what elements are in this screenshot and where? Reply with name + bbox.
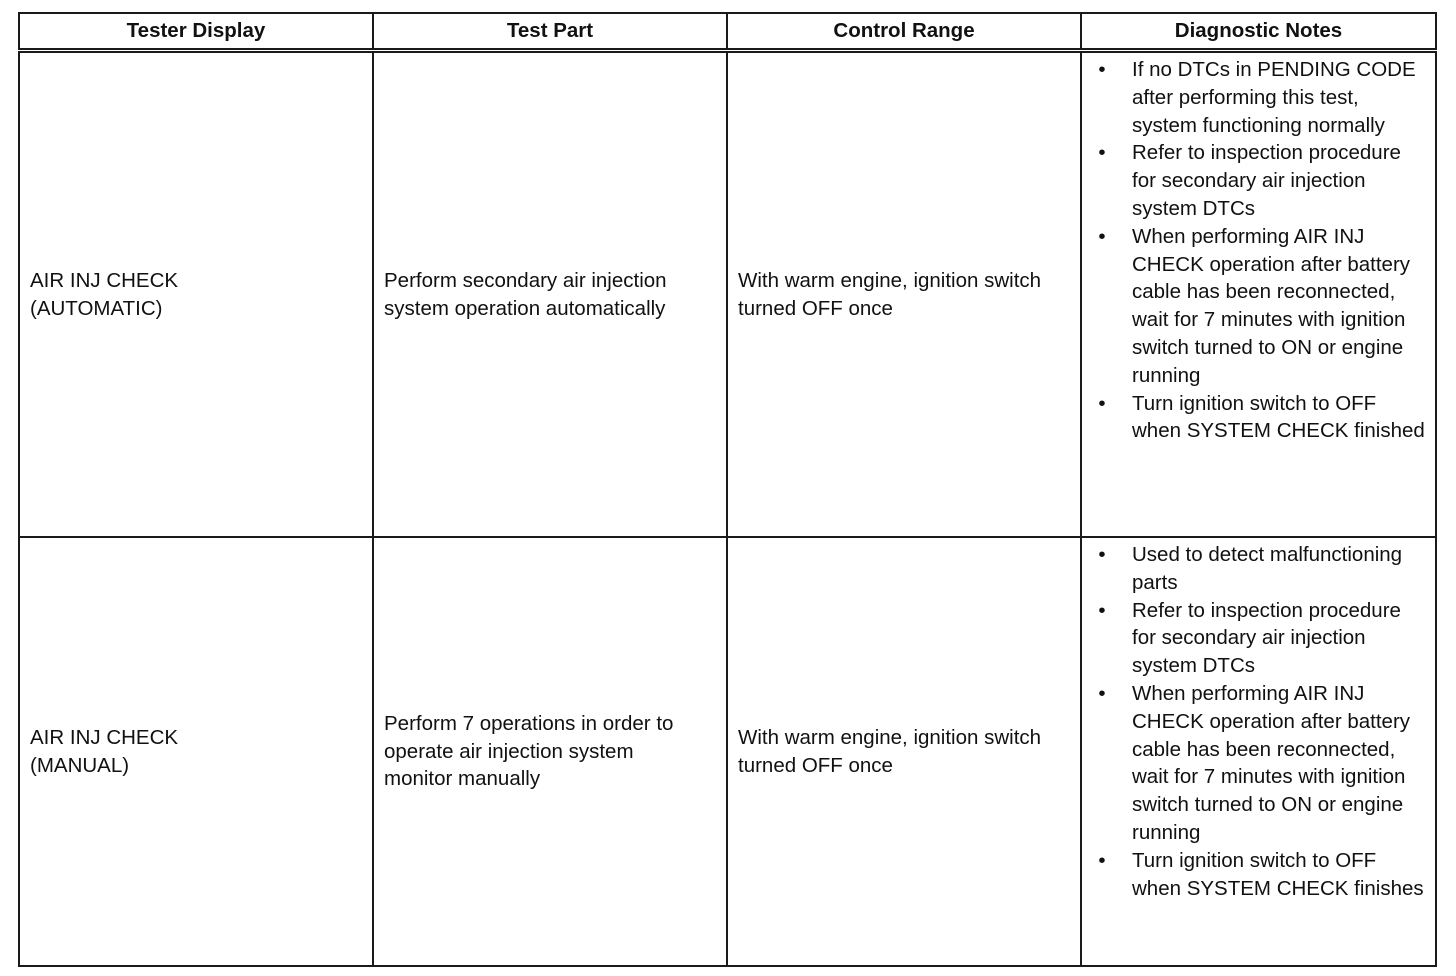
list-item <box>1092 390 1427 446</box>
bullet-icon: • <box>1098 848 1106 872</box>
test-part-line: Perform 7 operations in order to <box>384 711 674 735</box>
note-text: When performing AIR INJ CHECK operation after battery cable has been reconnected, wait for 7 minutes with ignition switch turned to ON or engine running <box>1132 224 1411 387</box>
list-item <box>1092 56 1427 139</box>
list-item <box>1092 541 1427 597</box>
control-range-cell <box>727 51 1081 538</box>
note-text: When performing AIR INJ CHECK operation after battery cable has been reconnected, wait for 7 minutes with ignition switch turned to ON or engine running <box>1132 681 1411 844</box>
tester-display-cell <box>19 537 373 966</box>
table-row <box>19 51 1436 538</box>
tester-display-line: AIR INJ CHECK <box>30 725 179 749</box>
control-range-line: With warm engine, ignition switch <box>738 268 1042 292</box>
tester-display-line: AIR INJ CHECK <box>30 268 179 292</box>
test-part-line: system operation automatically <box>384 296 666 320</box>
header-control-range: Control Range <box>727 13 1081 51</box>
tester-display-cell <box>19 51 373 538</box>
list-item <box>1092 847 1427 903</box>
diagnostic-notes-list <box>1092 541 1427 902</box>
tester-display-line: (MANUAL) <box>30 753 130 777</box>
note-text: Refer to inspection procedure for secondary air injection system DTCs <box>1132 598 1401 678</box>
note-text: Used to detect malfunctioning parts <box>1132 543 1403 594</box>
control-range-line: turned OFF once <box>738 753 893 777</box>
header-row <box>19 13 1436 51</box>
diagnostic-notes-cell <box>1081 51 1436 538</box>
note-text: Refer to inspection procedure for secondary air injection system DTCs <box>1132 141 1401 220</box>
bullet-icon: • <box>1098 681 1106 705</box>
bullet-icon: • <box>1098 543 1106 566</box>
tester-display-line: (AUTOMATIC) <box>30 296 163 320</box>
header-tester-display: Tester Display <box>19 13 373 51</box>
bullet-icon: • <box>1098 391 1106 415</box>
test-part-line: Perform secondary air injection <box>384 268 667 292</box>
list-item <box>1092 597 1427 680</box>
header-diagnostic-notes: Diagnostic Notes <box>1081 13 1436 51</box>
note-text: Turn ignition switch to OFF when SYSTEM CHECK finishes <box>1132 848 1424 900</box>
note-text: If no DTCs in PENDING CODE after performing this test, system functioning normally <box>1132 58 1416 137</box>
list-item <box>1092 139 1427 222</box>
list-item <box>1092 680 1427 847</box>
bullet-icon: • <box>1098 58 1106 81</box>
diagnostic-notes-list <box>1092 56 1427 445</box>
test-part-line: operate air injection system <box>384 739 634 763</box>
test-part-cell <box>373 51 727 538</box>
test-part-line: monitor manually <box>384 767 541 791</box>
control-range-cell <box>727 537 1081 966</box>
active-test-table <box>18 12 1437 967</box>
control-range-line: turned OFF once <box>738 296 893 320</box>
bullet-icon: • <box>1098 224 1106 248</box>
table-row <box>19 537 1436 966</box>
list-item <box>1092 223 1427 390</box>
note-text: Turn ignition switch to OFF when SYSTEM CHECK finished <box>1132 391 1425 443</box>
diagnostic-notes-cell <box>1081 537 1436 966</box>
bullet-icon: • <box>1098 598 1106 622</box>
test-part-cell <box>373 537 727 966</box>
control-range-line: With warm engine, ignition switch <box>738 725 1042 749</box>
bullet-icon: • <box>1098 141 1106 165</box>
header-test-part: Test Part <box>373 13 727 51</box>
